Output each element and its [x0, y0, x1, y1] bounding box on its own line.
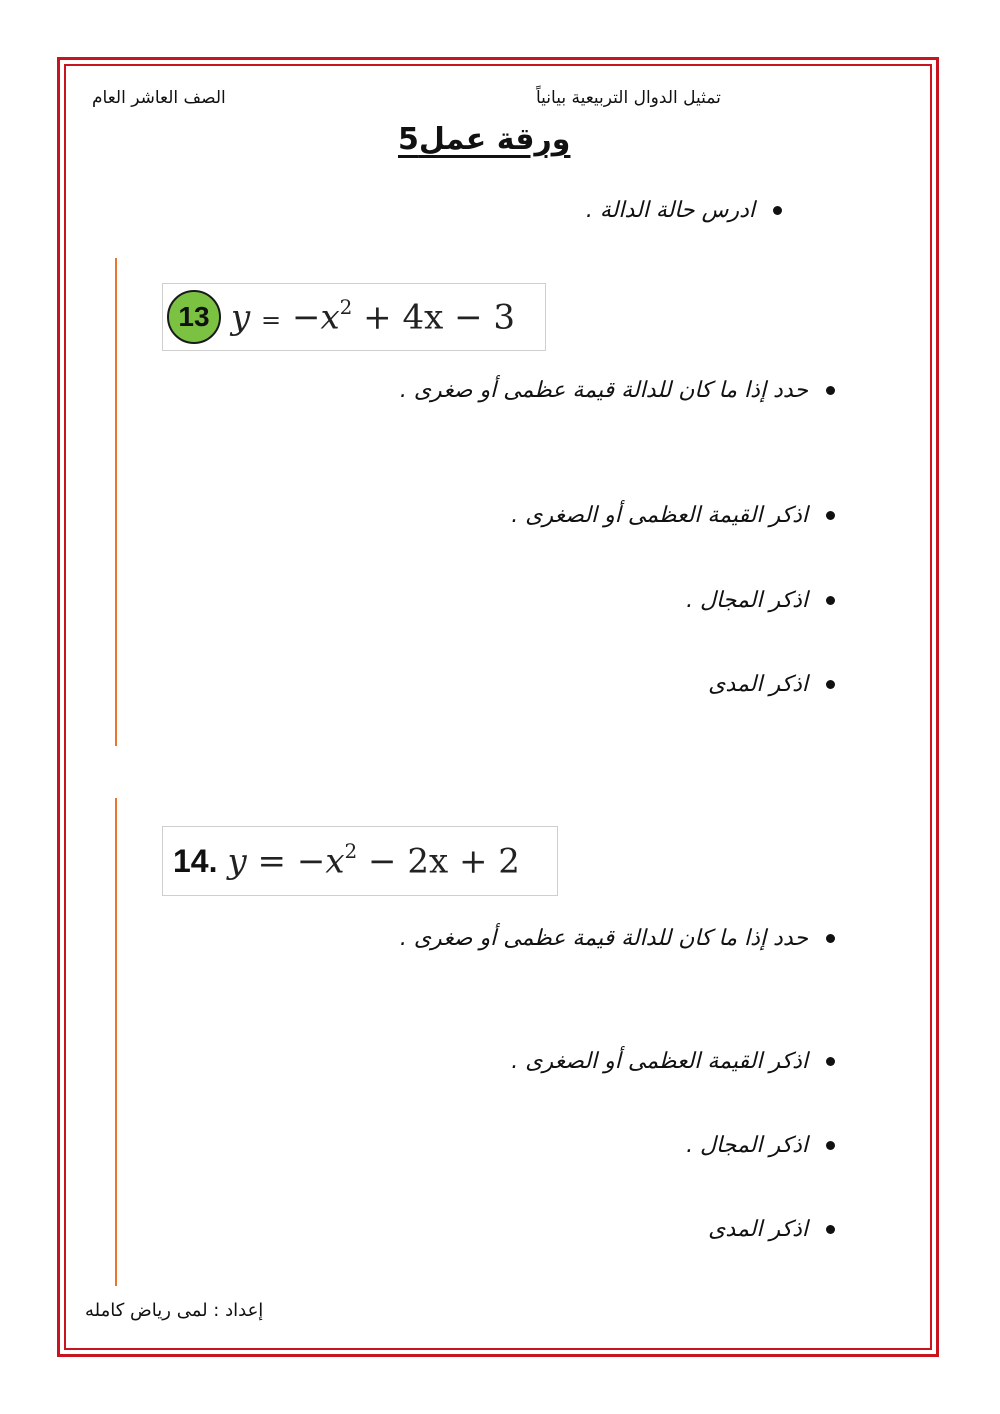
question-item — [708, 1217, 835, 1242]
eq-lhs: y — [227, 841, 247, 882]
eq-exponent: 2 — [344, 838, 358, 863]
bullet-dot — [826, 596, 835, 605]
question-text: اذكر المجال . — [686, 1133, 808, 1158]
question-text: اذكر المدى — [708, 1217, 808, 1242]
question-text: اذكر القيمة العظمى أو الصغرى . — [511, 1049, 808, 1074]
topic-label: تمثيل الدوال التربيعية بيانياً — [536, 88, 721, 108]
equation-box-14 — [162, 826, 558, 896]
grade-label: الصف العاشر العام — [92, 88, 226, 108]
eq-lhs: y — [231, 297, 251, 338]
eq-rest: − 2x + 2 — [357, 841, 520, 882]
question-item — [686, 588, 835, 613]
bullet-dot — [773, 206, 782, 215]
eq-exponent: 2 — [339, 294, 353, 319]
question-item — [400, 926, 835, 951]
section-divider-line — [115, 258, 117, 746]
page-title: ورقة عمل5 — [398, 122, 571, 157]
question-text: اذكر القيمة العظمى أو الصغرى . — [511, 503, 808, 528]
question-item — [686, 1133, 835, 1158]
eq-rest: + 4x − 3 — [352, 297, 516, 338]
bullet-dot — [826, 511, 835, 520]
equation-13 — [231, 294, 516, 338]
eq-equals: = — [261, 306, 282, 335]
question-item — [511, 1049, 835, 1074]
question-text: حدد إذا ما كان للدالة قيمة عظمى أو صغرى . — [399, 926, 808, 951]
question-item — [708, 672, 835, 697]
bullet-dot — [826, 1141, 835, 1150]
intro-instruction: ادرس حالة الدالة . — [585, 198, 755, 223]
equation-box-13 — [162, 283, 546, 351]
eq-equals: = — [257, 841, 287, 882]
problem-number: 14. — [173, 842, 218, 879]
bullet-dot — [826, 934, 835, 943]
question-text: اذكر المجال . — [686, 588, 808, 613]
author-credit: إعداد : لمى رياض كامله — [85, 1300, 264, 1321]
bullet-dot — [826, 1057, 835, 1066]
question-text: اذكر المدى — [708, 672, 808, 697]
eq-term1: −x — [291, 297, 340, 338]
eq-term1: −x — [296, 841, 345, 882]
section-divider-line — [115, 798, 117, 1286]
question-item — [400, 378, 835, 403]
bullet-dot — [826, 680, 835, 689]
intro-bullet — [586, 198, 782, 223]
equation-14 — [227, 838, 520, 882]
bullet-dot — [826, 386, 835, 395]
question-text: حدد إذا ما كان للدالة قيمة عظمى أو صغرى . — [399, 378, 808, 403]
question-item — [511, 503, 835, 528]
bullet-dot — [826, 1225, 835, 1234]
problem-number-badge: 13 — [167, 290, 221, 344]
